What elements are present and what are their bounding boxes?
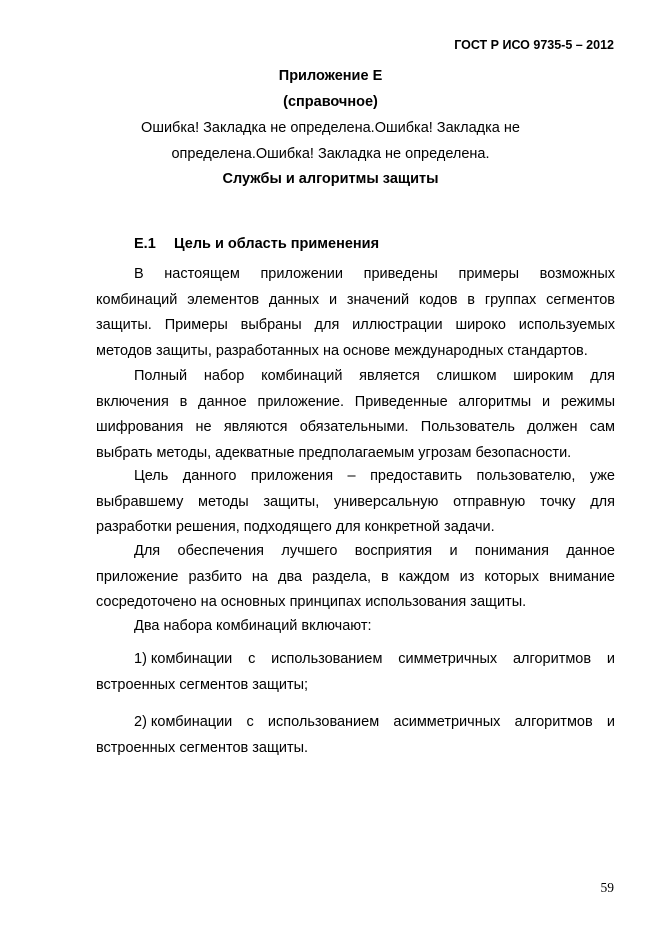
- annex-error-line-2: определена.Ошибка! Закладка не определена.: [171, 146, 490, 162]
- list-item-text: комбинации с использованием асимметричных алгоритмов и встроенных сегментов защиты.: [96, 714, 615, 756]
- paragraph-list-intro: Два набора комбинаций включают:: [134, 618, 372, 634]
- annex-title: Приложение Е: [278, 68, 383, 84]
- section-title: Цель и область применения: [174, 236, 380, 252]
- list-item-symmetric: [96, 647, 615, 698]
- section-number: Е.1: [134, 236, 156, 252]
- list-marker: 1): [134, 651, 147, 667]
- paragraph-combinations: Полный набор комбинаций является слишком широким для включения в данное приложение. Приведенные алгоритмы и режимы шифрования не являются обязательными. Пользователь должен сам выбрать методы, адекватные предполагаемым угрозам безопасности.: [96, 368, 615, 461]
- annex-error-line-1: Ошибка! Закладка не определена.Ошибка! Закладка не: [141, 120, 520, 136]
- document-standard-header: ГОСТ Р ИСО 9735-5 – 2012: [454, 38, 614, 52]
- list-item-asymmetric: [96, 710, 615, 761]
- annex-status: (справочное): [283, 94, 378, 110]
- list-item-text: комбинации с использованием симметричных алгоритмов и встроенных сегментов защиты;: [96, 651, 615, 693]
- paragraph-structure: Для обеспечения лучшего восприятия и понимания данное приложение разбито на два раздела, в каждом из которых внимание сосредоточено на основных принципах использования защиты.: [96, 543, 615, 610]
- list-marker: 2): [134, 714, 147, 730]
- paragraph-purpose: В настоящем приложении приведены примеры возможных комбинаций элементов данных и значений кодов в группах сегментов защиты. Примеры выбраны для иллюстрации широко используемых методов защиты, разработанных на основе международных стандартов.: [96, 266, 615, 359]
- section-heading: [134, 236, 379, 252]
- page-number: 59: [600, 880, 614, 895]
- annex-subject: Службы и алгоритмы защиты: [222, 171, 439, 187]
- paragraph-goal: Цель данного приложения – предоставить пользователю, уже выбравшему методы защиты, универсальную отправную точку для разработки решения, подходящего для конкретной задачи.: [96, 468, 615, 535]
